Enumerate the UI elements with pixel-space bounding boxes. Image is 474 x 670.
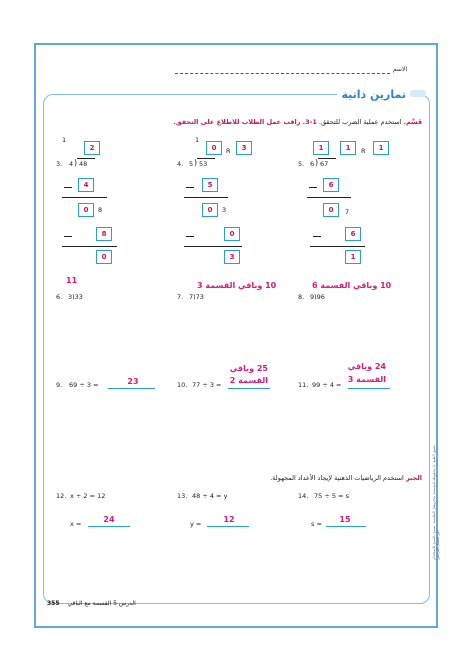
p8-answer[interactable]: 10 وباقي القسمة 6: [312, 281, 392, 290]
p14-expression: 75 ÷ 5 = s: [314, 492, 349, 500]
p9-answer[interactable]: 23: [127, 377, 139, 386]
p5-quotient-tens-box[interactable]: 1: [313, 141, 329, 155]
p13-var: y =: [190, 520, 202, 528]
p12-answer-line: [88, 526, 130, 527]
instruction-lead: قَسِّم.: [403, 118, 422, 126]
p4-line-1: [184, 197, 228, 198]
p3-subtract-2-box[interactable]: 8: [96, 227, 112, 241]
page-number: 355: [47, 600, 60, 607]
footer-lesson: الدرس 5 القسمة مع الباقي: [67, 600, 136, 607]
p3-remainder-1-box[interactable]: 0: [78, 203, 94, 217]
p4-r-label: R: [226, 147, 231, 155]
p4-dividend: 53: [199, 160, 208, 168]
exercise-panel: [43, 94, 430, 604]
p5-quotient-ones-box[interactable]: 1: [340, 141, 356, 155]
p5-label: 5.: [298, 160, 305, 168]
p4-remainder-1-box[interactable]: 0: [202, 203, 218, 217]
algebra-text: استخدم الرياضيات الذهنية لإيجاد الأعداد المجهولة.: [270, 474, 404, 482]
p9-answer-line: [108, 388, 155, 389]
p5-bracket: ): [315, 158, 319, 167]
p5-dividend: 67: [320, 160, 329, 168]
p12-expression: x ÷ 2 = 12: [70, 492, 106, 500]
p4-subtract-2-box[interactable]: 0: [224, 227, 240, 241]
p10-answer-line: [228, 388, 270, 389]
p13-answer-line: [207, 526, 249, 527]
p4-label: 4.: [177, 160, 184, 168]
p4-bracket: ): [194, 158, 198, 167]
p5-line-2: [310, 246, 365, 247]
p3-minus-1: [64, 187, 72, 188]
p8-label: 8.: [298, 293, 305, 301]
p4-quotient-tens: 1: [195, 136, 200, 144]
p3-divisor: 4: [69, 160, 74, 168]
p4-minus-1: [186, 187, 194, 188]
p10-label: 10.: [177, 381, 188, 389]
p4-divisor: 5: [189, 160, 194, 168]
p8-expression: 9)96: [310, 293, 325, 301]
p13-answer[interactable]: 12: [223, 515, 235, 524]
footer: [47, 600, 136, 607]
p3-subtract-1-box[interactable]: 4: [78, 178, 94, 192]
p3-bracket: ): [74, 158, 78, 167]
p11-expression: 99 ÷ 4 =: [312, 381, 342, 389]
p14-answer-line: [326, 526, 366, 527]
instruction-text: استخدم عملية الضرب للتحقق.: [319, 118, 402, 126]
instruction-ref: 1-3. راقب عمل الطلاب للاطلاع على التحقق.: [173, 118, 317, 126]
p10-answer-bottom[interactable]: القسمة 2: [229, 376, 268, 385]
p5-line-1: [307, 197, 351, 198]
p4-line-2: [184, 246, 242, 247]
p5-minus-2: [313, 236, 321, 237]
p12-answer[interactable]: 24: [103, 515, 115, 524]
p4-remainder-2-box[interactable]: 3: [224, 250, 240, 264]
p5-bring-down: 7: [345, 208, 350, 216]
p6-answer[interactable]: 11: [66, 276, 78, 285]
p4-bring-down: 3: [222, 206, 227, 214]
p11-answer-bottom[interactable]: القسمة 3: [347, 375, 386, 384]
p9-expression: 69 ÷ 3 =: [69, 381, 99, 389]
panel-instruction: [173, 118, 422, 126]
p14-label: 14.: [298, 492, 309, 500]
copyright-side-note: حقوق الطبع © محفوظة لمؤسسة ماجروهيل التعليمية. يسمح بالنسخ للاستخدام في الفصل الدراسي.: [432, 444, 440, 560]
p7-expression: 7)73: [189, 293, 204, 301]
p7-label: 7.: [177, 293, 184, 301]
p12-label: 12.: [56, 492, 67, 500]
algebra-instruction: [270, 474, 422, 482]
p5-minus-1: [309, 187, 317, 188]
p3-bring-down: 8: [98, 206, 103, 214]
p5-remainder-1-box[interactable]: 0: [323, 203, 339, 217]
p5-vinculum: [318, 158, 336, 159]
p3-quotient-tens: 1: [62, 136, 67, 144]
p4-remainder-box[interactable]: 3: [236, 141, 252, 155]
p9-label: 9.: [56, 381, 63, 389]
p3-line-2: [62, 246, 117, 247]
p11-label: 11.: [298, 381, 309, 389]
p5-divisor: 6: [310, 160, 315, 168]
p3-dividend: 48: [79, 160, 88, 168]
name-label: الاسم: [392, 66, 407, 73]
p11-answer-top[interactable]: 24 وباقي: [347, 362, 386, 371]
p7-answer[interactable]: 10 وباقي القسمة 3: [197, 281, 277, 290]
p14-answer[interactable]: 15: [339, 515, 351, 524]
p5-remainder-box[interactable]: 1: [373, 141, 389, 155]
p13-label: 13.: [177, 492, 188, 500]
p4-minus-2: [186, 236, 194, 237]
p3-label: 3.: [56, 160, 63, 168]
algebra-lead: الجبر: [405, 474, 422, 482]
p3-vinculum: [77, 158, 95, 159]
p3-remainder-2-box[interactable]: 0: [96, 250, 112, 264]
p5-r-label: R: [361, 147, 366, 155]
p5-subtract-1-box[interactable]: 6: [323, 178, 339, 192]
p3-line-1: [62, 197, 107, 198]
p3-quotient-box[interactable]: 2: [84, 141, 100, 155]
p6-expression: 3)33: [68, 293, 83, 301]
p12-var: x =: [70, 520, 82, 528]
p13-expression: 48 ÷ 4 = y: [192, 492, 228, 500]
p5-remainder-2-box[interactable]: 1: [345, 250, 361, 264]
p4-subtract-1-box[interactable]: 5: [202, 178, 218, 192]
p6-label: 6.: [56, 293, 63, 301]
p10-expression: 77 ÷ 3 =: [192, 381, 222, 389]
p5-subtract-2-box[interactable]: 6: [345, 227, 361, 241]
panel-tab: [410, 90, 426, 97]
panel-title: تمارين ذاتية: [337, 88, 410, 101]
name-input-line[interactable]: [175, 73, 390, 74]
p10-answer-top[interactable]: 25 وباقي: [229, 364, 268, 373]
p3-minus-2: [64, 236, 72, 237]
name-row: [175, 66, 407, 76]
p4-vinculum: [197, 158, 215, 159]
p11-answer-line: [348, 388, 390, 389]
p14-var: s =: [311, 520, 322, 528]
p4-quotient-box[interactable]: 0: [206, 141, 222, 155]
